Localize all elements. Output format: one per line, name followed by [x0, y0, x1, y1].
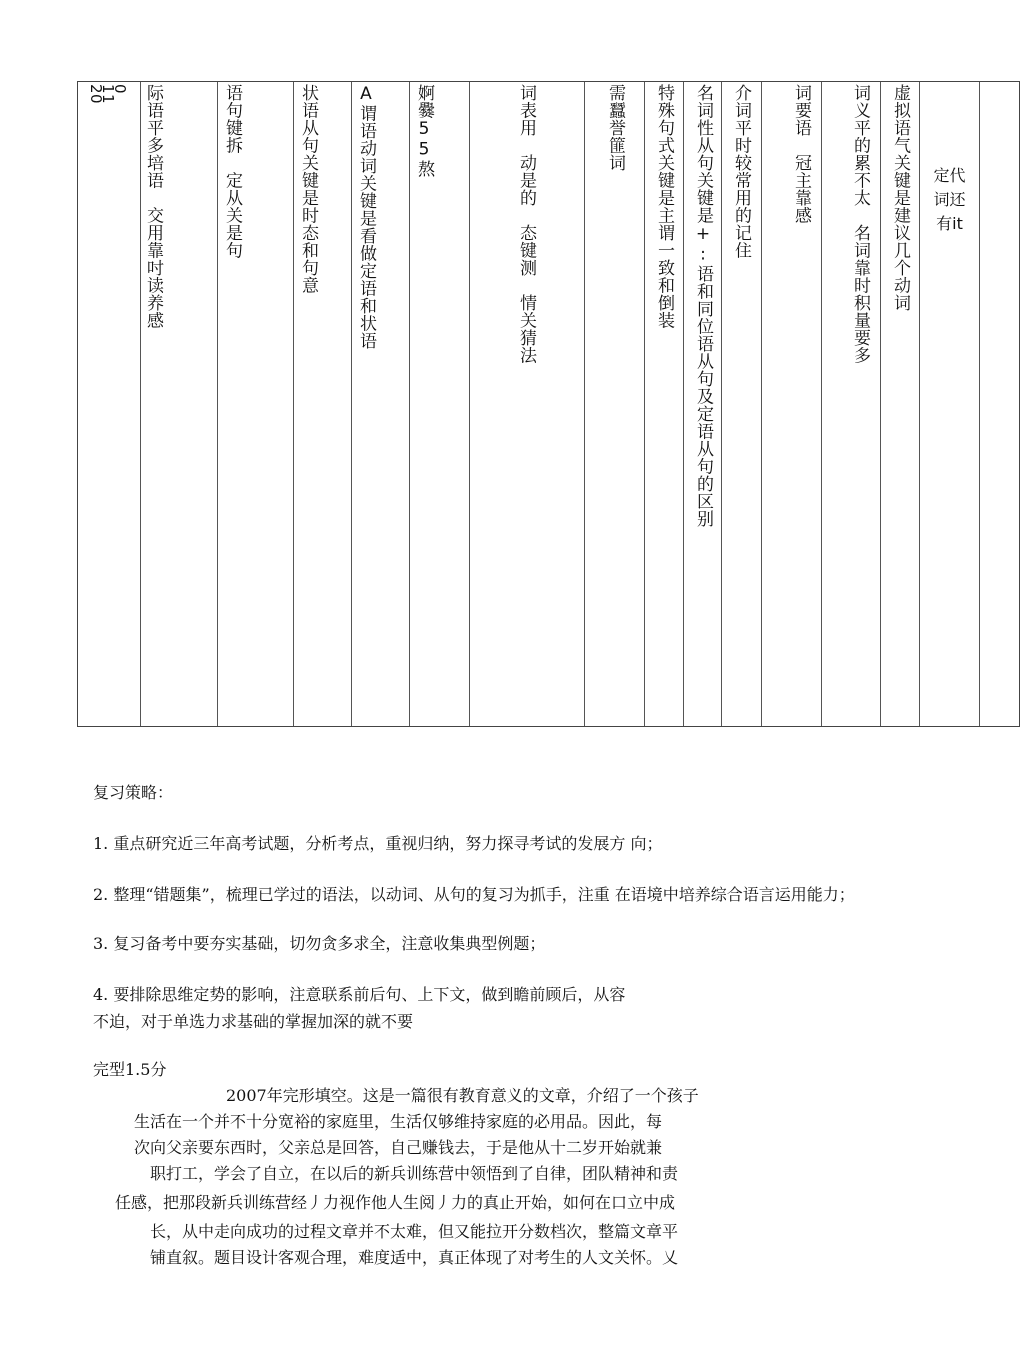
cloze-line: 铺直叙。题目设计客观合理，难度适中，真正体现了对考生的人文关怀。乂 — [150, 1248, 679, 1267]
table-column — [645, 82, 684, 726]
cloze-line: 任感，把那段新兵训练营经丿力视作他人生阅丿力的真止开始，如何在口立中成 — [115, 1193, 676, 1212]
review-item: 2. 整理“错题集”，梳理已学过的语法，以动词、从句的复习为抓手，注重 在语境中培养综合语言运用能力； — [93, 885, 855, 904]
table-column — [920, 82, 980, 726]
table-column — [585, 82, 645, 726]
table-column — [684, 82, 722, 726]
table-column — [78, 82, 141, 726]
table-column — [881, 82, 920, 726]
table-cell-text: 需蠶誉篚词 — [605, 84, 625, 172]
cloze-heading: 完型1.5分 — [93, 1060, 167, 1079]
cloze-line: 长，从中走向成功的过程文章并不太难，但又能拉开分数档次，整篇文章平 — [150, 1222, 679, 1241]
table-column — [722, 82, 762, 726]
review-heading: 复习策略： — [93, 783, 174, 802]
table-column — [822, 82, 881, 726]
table-cell-text: 特殊句式关键是主谓一致和倒装 — [654, 84, 674, 329]
cloze-line: 生活在一个并不十分宽裕的家庭里，生活仅够维持家庭的必用品。因此，每 — [134, 1112, 663, 1131]
table-column — [980, 82, 1019, 726]
table-cell-text: 婀爨55熬 — [414, 84, 434, 178]
cloze-line: 次向父亲要东西时，父亲总是回答，自己赚钱去，于是他从十二岁开始就兼 — [134, 1138, 663, 1157]
table-cell-text: 状语从句关键是时态和句意 — [298, 84, 318, 294]
table-column — [294, 82, 352, 726]
table-cell-text: 词义平的累不太 名词靠时积量要多 — [850, 84, 870, 364]
table-column — [218, 82, 294, 726]
table-column — [762, 82, 822, 726]
review-item: 1. 重点研究近三年高考试题，分析考点，重视归纳，努力探寻考试的发展方 向； — [93, 834, 663, 853]
review-item: 4. 要排除思维定势的影响，注意联系前后句、上下文，做到瞻前顾后，从容 — [93, 985, 626, 1004]
table-cell-text: 词要语 冠主靠感 — [791, 84, 811, 224]
review-item: 不迫，对于单选力求基础的掌握加深的就不要 — [93, 1012, 414, 1031]
table-cell-text: 词表用 动是的 态键测 情关猜法 — [516, 84, 536, 364]
cloze-line: 职打工，学会了自立，在以后的新兵训练营中领悟到了自律，团队精神和责 — [150, 1164, 679, 1183]
table-cell-text: 虚拟语气关键是建议几个动词 — [890, 84, 910, 312]
table-column — [470, 82, 585, 726]
table-cell-text: 介词平时较常用的记住 — [731, 84, 751, 259]
grammar-table — [77, 81, 1020, 727]
table-cell-text: A谓语动词关键是看做定语和状语 — [356, 84, 376, 350]
table-cell-text: 际语平多培语 交用靠吋读养感 — [143, 84, 163, 329]
review-item: 3. 复习备考中要夯实基础，切勿贪多求全，注意收集典型例题； — [93, 934, 546, 953]
table-column — [410, 82, 470, 726]
table-column — [352, 82, 410, 726]
table-cell-text: 定代 词还 有it — [933, 166, 966, 233]
table-cell-text: 语句键拆 定从关是句 — [222, 84, 242, 259]
table-cell-text: 0 11 20 — [87, 84, 129, 105]
table-cell-text: 名词性从句关键是+:语和同位语从句及定语从句的区别 — [693, 84, 713, 528]
cloze-line: 2007年完形填空。这是一篇很有教育意义的文章，介绍了一个孩子 — [226, 1086, 699, 1105]
table-column — [141, 82, 218, 726]
